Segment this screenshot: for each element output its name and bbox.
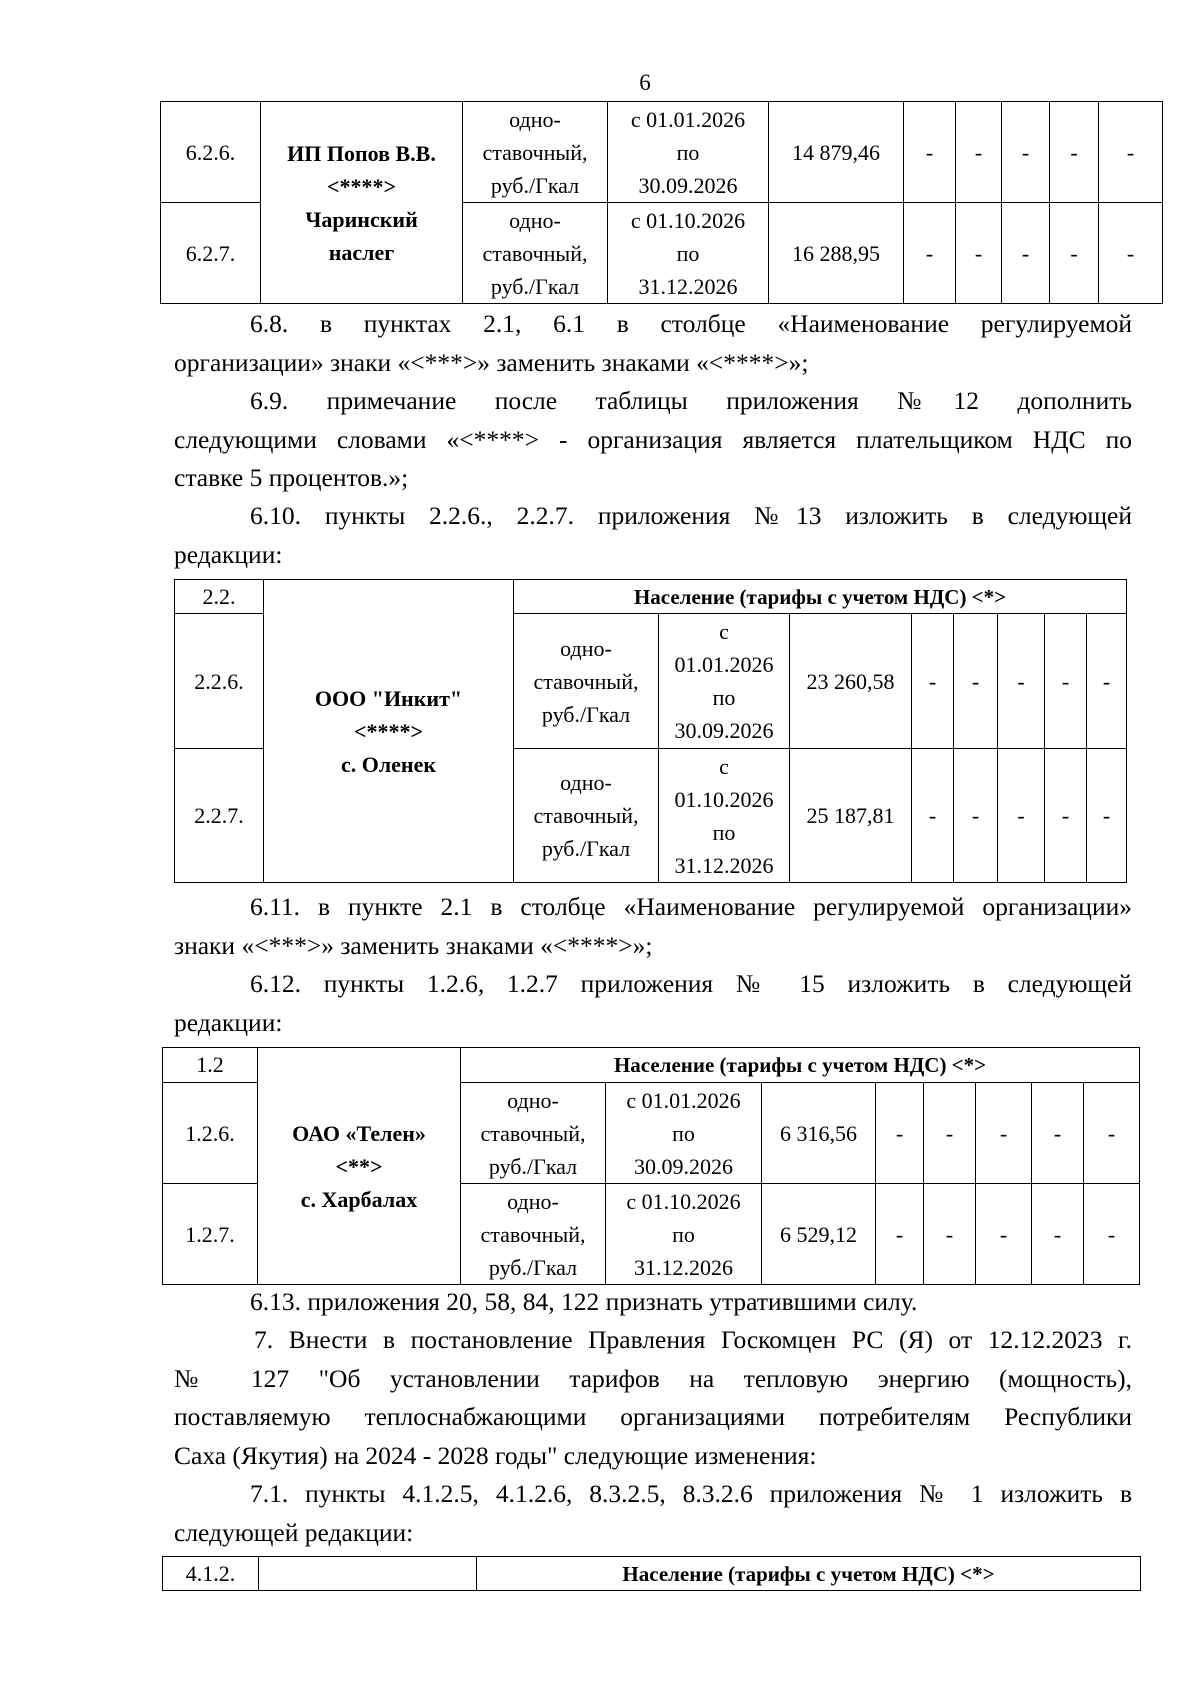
empty-value: -: [904, 102, 956, 203]
tariff-value: 23 260,58: [790, 614, 912, 749]
table-header-row: [163, 1048, 1140, 1083]
section-number: 1.2: [163, 1048, 258, 1083]
empty-value: -: [1032, 1184, 1084, 1285]
row-number: 6.2.6.: [161, 102, 261, 203]
period: с 01.01.2026 по 30.09.2026: [608, 102, 769, 203]
empty-value: -: [1099, 102, 1163, 203]
empty-value: -: [1002, 203, 1050, 304]
tariff-type: одно- ставочный, руб./Гкал: [461, 1184, 606, 1285]
paragraph-6-8: 6.8. в пунктах 2.1, 6.1 в столбце «Наименование регулируемой организации» знаки «<***>» заменить знаками «<****>»;: [174, 309, 1132, 377]
empty-value: -: [924, 1184, 976, 1285]
empty-value: -: [1084, 1083, 1140, 1184]
paragraph-6-11: 6.11. в пункте 2.1 в столбце «Наименование регулируемой организации» знаки «<***>» заменить знаками «<****>»;: [174, 892, 1132, 960]
organization-cell: ООО "Инкит" <****> с. Оленек: [264, 580, 514, 883]
empty-value: -: [1002, 102, 1050, 203]
row-number: 1.2.7.: [163, 1184, 258, 1285]
empty-value: -: [1084, 1184, 1140, 1285]
organization-cell: ИП Попов В.В. <****> Чаринский наслег: [261, 102, 463, 304]
tariff-type: одно- ставочный, руб./Гкал: [514, 614, 659, 749]
tariff-value: 6 529,12: [762, 1184, 876, 1285]
empty-value: -: [1045, 614, 1087, 749]
section-number: 2.2.: [175, 580, 264, 614]
empty-value: -: [956, 102, 1002, 203]
empty-value: -: [998, 614, 1045, 749]
empty-value: -: [954, 749, 998, 883]
table-header-row: [163, 1557, 1141, 1591]
paragraph-6-9: 6.9. примечание после таблицы приложения №12 дополнить следующими словами «<****> - организация является плательщиком НДС по ставке 5 процентов.»;: [174, 386, 1132, 492]
tariff-table-2: [174, 579, 1127, 883]
empty-value: -: [904, 203, 956, 304]
tariff-value: 16 288,95: [769, 203, 904, 304]
tariff-type: одно- ставочный, руб./Гкал: [514, 749, 659, 883]
period: с 01.10.2026 по 31.12.2026: [659, 749, 790, 883]
section-header: Население (тарифы с учетом НДС) <*>: [514, 580, 1127, 614]
empty-value: -: [912, 749, 954, 883]
paragraph-6-13: 6.13. приложения 20, 58, 84, 122 признать утратившими силу.: [250, 1287, 918, 1316]
empty-value: -: [1050, 102, 1099, 203]
section-header: Население (тарифы с учетом НДС) <*>: [461, 1048, 1140, 1083]
empty-value: -: [956, 203, 1002, 304]
tariff-value: 25 187,81: [790, 749, 912, 883]
tariff-type: одно- ставочный, руб./Гкал: [461, 1083, 606, 1184]
organization-cell: [259, 1557, 477, 1591]
tariff-value: 14 879,46: [769, 102, 904, 203]
empty-value: -: [924, 1083, 976, 1184]
empty-value: -: [976, 1184, 1032, 1285]
tariff-table-4: [162, 1556, 1141, 1591]
empty-value: -: [1087, 749, 1127, 883]
empty-value: -: [1050, 203, 1099, 304]
period: с 01.10.2026 по 31.12.2026: [606, 1184, 762, 1285]
empty-value: -: [1099, 203, 1163, 304]
period: с 01.01.2026 по 30.09.2026: [659, 614, 790, 749]
paragraph-7-1: 7.1. пункты 4.1.2.5, 4.1.2.6, 8.3.2.5, 8.3.2.6 приложения № 1 изложить в следующей редакции:: [174, 1479, 1132, 1547]
organization-cell: ОАО «Телен» <**> с. Харбалах: [258, 1048, 461, 1285]
empty-value: -: [1032, 1083, 1084, 1184]
empty-value: -: [998, 749, 1045, 883]
period: с 01.01.2026 по 30.09.2026: [606, 1083, 762, 1184]
paragraph-6-10: 6.10. пункты 2.2.6., 2.2.7. приложения №13 изложить в следующей редакции:: [174, 501, 1132, 569]
section-header: Население (тарифы с учетом НДС) <*>: [477, 1557, 1141, 1591]
empty-value: -: [1087, 614, 1127, 749]
empty-value: -: [912, 614, 954, 749]
tariff-table-3: [162, 1047, 1140, 1285]
section-number: 4.1.2.: [163, 1557, 259, 1591]
row-number: 2.2.7.: [175, 749, 264, 883]
empty-value: -: [976, 1083, 1032, 1184]
empty-value: -: [876, 1083, 924, 1184]
tariff-value: 6 316,56: [762, 1083, 876, 1184]
tariff-table-1: [160, 101, 1163, 304]
empty-value: -: [954, 614, 998, 749]
period: с 01.10.2026 по 31.12.2026: [608, 203, 769, 304]
table-row: [161, 102, 1163, 203]
row-number: 6.2.7.: [161, 203, 261, 304]
page-number: 6: [639, 70, 651, 95]
tariff-type: одно- ставочный, руб./Гкал: [463, 102, 608, 203]
empty-value: -: [1045, 749, 1087, 883]
empty-value: -: [876, 1184, 924, 1285]
paragraph-7: 7. Внести в постановление Правления Госкомцен РС (Я) от 12.12.2023 г. № 127 "Об установлении тарифов на тепловую энергию (мощность), поставляемую теплоснабжающими организациями потребителям Республики Саха (Якутия) на 2024 - 2028 годы" следующие изменения:: [174, 1325, 1132, 1470]
table-header-row: [175, 580, 1127, 614]
tariff-type: одно- ставочный, руб./Гкал: [463, 203, 608, 304]
row-number: 2.2.6.: [175, 614, 264, 749]
row-number: 1.2.6.: [163, 1083, 258, 1184]
paragraph-6-12: 6.12. пункты 1.2.6, 1.2.7 приложения № 15 изложить в следующей редакции:: [174, 969, 1132, 1037]
